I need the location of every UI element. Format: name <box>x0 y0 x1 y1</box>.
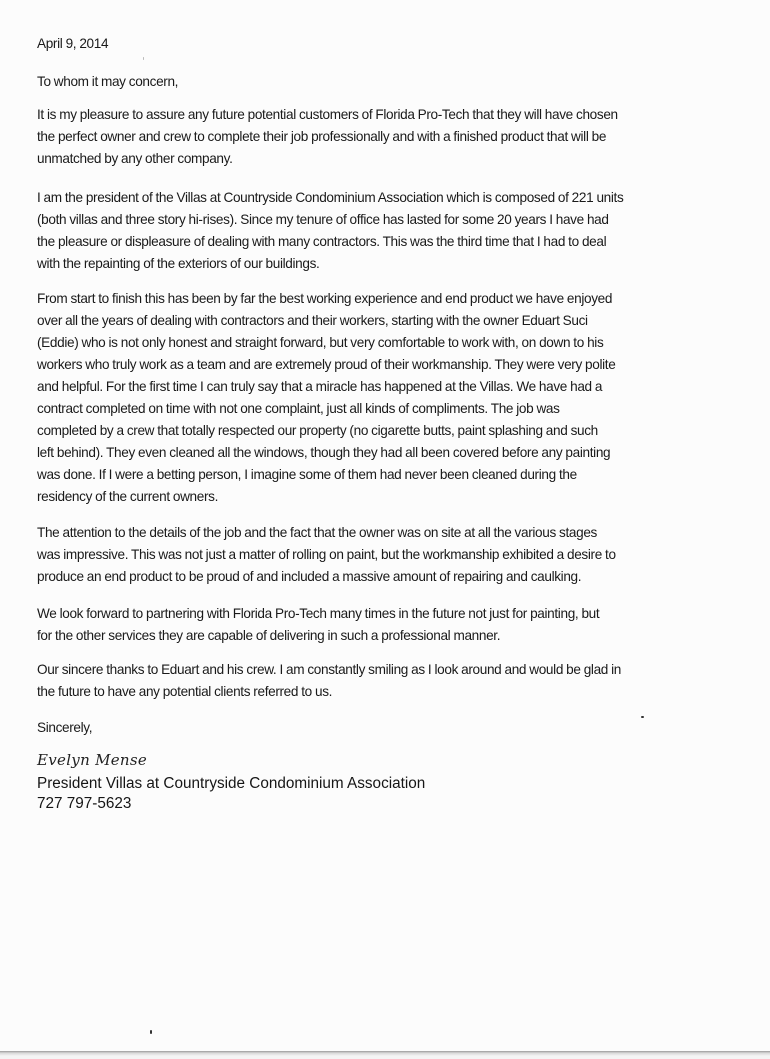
signature-phone: 727 797-5623 <box>37 795 132 812</box>
paragraph-line: and helpful. For the first time I can truly say that a miracle has happened at the Villas. We have had a <box>37 379 603 394</box>
paragraph-line: unmatched by any other company. <box>37 151 233 166</box>
scan-speck <box>150 1030 152 1034</box>
paragraph-line: The attention to the details of the job and the fact that the owner was on site at all the various stages <box>37 525 597 540</box>
paragraph-line: over all the years of dealing with contractors and their workers, starting with the owner Eduart Suci <box>37 313 588 328</box>
paragraph-line: left behind). They even cleaned all the windows, though they had all been covered before any painting <box>37 445 611 460</box>
closing: Sincerely, <box>37 720 93 735</box>
scan-speck <box>143 57 144 60</box>
paragraph-line: produce an end product to be proud of and included a massive amount of repairing and caulking. <box>37 569 582 584</box>
paragraph-line: Our sincere thanks to Eduart and his crew. I am constantly smiling as I look around and would be glad in <box>37 662 622 677</box>
paragraph-line: completed by a crew that totally respected our property (no cigarette butts, paint splashing and such <box>37 423 598 438</box>
paragraph-line: (both villas and three story hi-rises). Since my tenure of office has lasted for some 20 years I have had <box>37 212 609 227</box>
paragraph-line: We look forward to partnering with Florida Pro-Tech many times in the future not just for painting, but <box>37 606 600 621</box>
paragraph-line: for the other services they are capable of delivering in such a professional manner. <box>37 628 501 643</box>
paragraph-line: I am the president of the Villas at Countryside Condominium Association which is composed of 221 units <box>37 190 624 205</box>
signature-title: President Villas at Countryside Condominium Association <box>37 775 426 792</box>
paragraph-line: with the repainting of the exteriors of our buildings. <box>37 256 320 271</box>
paragraph-line: (Eddie) who is not only honest and straight forward, but very comfortable to work with, on down to his <box>37 335 604 350</box>
paragraph-line: the future to have any potential clients referred to us. <box>37 684 333 699</box>
paragraph-line: contract completed on time with not one complaint, just all kinds of compliments. The job was <box>37 401 560 416</box>
scan-speck <box>641 716 644 718</box>
paragraph-line: From start to finish this has been by far the best working experience and end product we have enjoyed <box>37 291 613 306</box>
page-bottom-edge <box>0 1051 770 1059</box>
paragraph-line: was impressive. This was not just a matter of rolling on paint, but the workmanship exhibited a desire to <box>37 547 616 562</box>
salutation: To whom it may concern, <box>37 74 179 89</box>
signature-name: Evelyn Mense <box>37 751 148 769</box>
paragraph-line: the pleasure or displeasure of dealing with many contractors. This was the third time that I had to deal <box>37 234 607 249</box>
paragraph-line: the perfect owner and crew to complete their job professionally and with a finished product that will be <box>37 129 607 144</box>
letter-date: April 9, 2014 <box>37 36 109 51</box>
paragraph-line: was done. If I were a betting person, I imagine some of them had never been cleaned during the <box>37 467 577 482</box>
paragraph-line: It is my pleasure to assure any future potential customers of Florida Pro-Tech that they will have chosen <box>37 107 618 122</box>
paragraph-line: residency of the current owners. <box>37 489 219 504</box>
paragraph-line: workers who truly work as a team and are extremely proud of their workmanship. They were very polite <box>37 357 616 372</box>
